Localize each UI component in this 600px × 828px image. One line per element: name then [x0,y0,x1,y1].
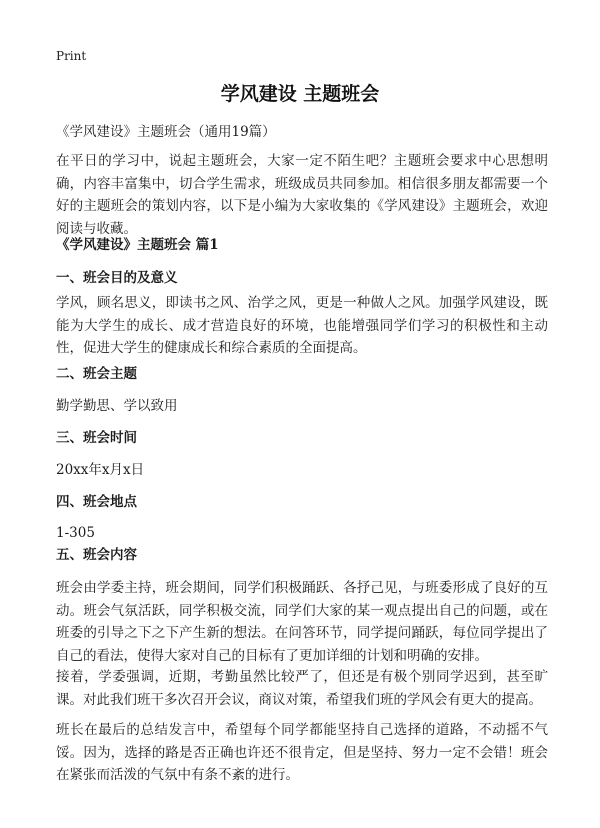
section-heading-location: 四、班会地点 [56,494,137,510]
content-paragraph-2: 接着，学委强调，近期，考勤虽然比较严了，但还是有极个别同学迟到，甚至旷课。对此我们班干多次召开会议，商议对策，希望我们班的学风会有更大的提高。 [56,669,548,708]
section-heading-theme: 二、班会主题 [56,366,137,382]
section-body-location: 1-305 [56,525,95,541]
section-body-time: 20xx年x月x日 [56,462,145,478]
section-heading-content: 五、班会内容 [56,547,137,563]
section-body-purpose: 学风，顾名思义，即读书之风、治学之风，更是一种做人之风。加强学风建设，既能为大学生的成长、成才营造良好的环境，也能增强同学们学习的积极性和主动性，促进大学生的健康成长和综合素质的全面提高。 [56,295,548,356]
section-heading-time: 三、班会时间 [56,430,137,446]
document-subtitle: 《学风建设》主题班会（通用19篇） [56,124,276,140]
part-heading: 《学风建设》主题班会 篇1 [56,237,219,253]
content-paragraph-1: 班会由学委主持，班会期间，同学们积极踊跃、各抒己见，与班委形成了良好的互动。班会气氛活跃，同学积极交流，同学们大家的某一观点提出自己的问题，或在班委的引导之下之下产生新的想法。在问答环节，同学提问踊跃，每位同学提出了自己的看法，使得大家对自己的目标有了更加详细的计划和明确的安排。 [56,580,548,664]
content-paragraph-3: 班长在最后的总结发言中，希望每个同学都能坚持自己选择的道路，不动摇不气馁。因为，选择的路是否正确也许还不很肯定，但是坚持、努力一定不会错！班会在紧张而活泼的气氛中有条不紊的进行。 [56,722,548,783]
print-link[interactable]: Print [56,49,87,63]
page-title: 学风建设 主题班会 [220,83,380,105]
section-heading-purpose: 一、班会目的及意义 [56,270,178,286]
intro-paragraph: 在平日的学习中，说起主题班会，大家一定不陌生吧？主题班会要求中心思想明确，内容丰富集中，切合学生需求，班级成员共同参加。相信很多朋友都需要一个好的主题班会的策划内容，以下是小编为大家收集的《学风建设》主题班会，欢迎阅读与收藏。 [56,153,548,237]
section-body-theme: 勤学勤思、学以致用 [56,398,178,414]
